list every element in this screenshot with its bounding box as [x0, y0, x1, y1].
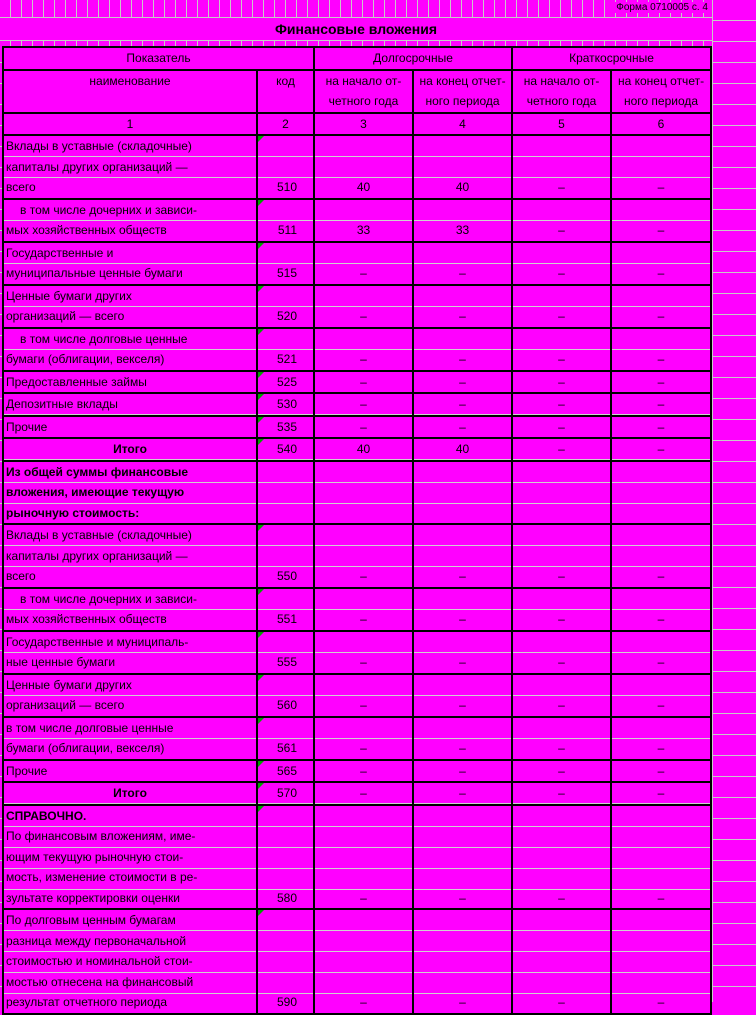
row-name-line: зультате корректировки оценки	[6, 890, 180, 905]
row-name-line: всего	[6, 180, 36, 194]
table-row	[3, 631, 711, 674]
table-row	[3, 371, 711, 394]
value-cell[interactable]: –	[512, 438, 611, 461]
row-name-line: в том числе долговые ценные	[20, 331, 188, 346]
value-cell[interactable]: –	[512, 760, 611, 783]
value-cell[interactable]: –	[611, 717, 711, 760]
value-cell[interactable]: –	[611, 782, 711, 805]
value-cell[interactable]: –	[314, 416, 413, 439]
financial-investments-table	[2, 46, 712, 1015]
value-cell[interactable]: –	[314, 805, 413, 910]
row-code[interactable]	[257, 461, 314, 525]
table-row	[3, 524, 711, 588]
row-name-line: стоимостью и номинальной стои-	[6, 954, 193, 968]
row-code[interactable]: 570	[257, 782, 314, 805]
value-cell[interactable]: –	[512, 631, 611, 674]
value-cell[interactable]: –	[611, 393, 711, 416]
table-row	[3, 674, 711, 717]
table-row	[3, 760, 711, 783]
value-cell[interactable]: –	[512, 199, 611, 242]
row-name-line: Из общей суммы финансовые	[6, 464, 189, 479]
value-cell[interactable]: –	[314, 242, 413, 285]
row-name[interactable]	[3, 588, 257, 631]
value-cell[interactable]: –	[611, 285, 711, 328]
value-cell[interactable]: –	[512, 285, 611, 328]
row-code[interactable]: 560	[257, 674, 314, 717]
value-cell[interactable]: –	[314, 631, 413, 674]
row-code[interactable]: 530	[257, 393, 314, 416]
table-row	[3, 199, 711, 242]
col-number-4: 4	[413, 113, 512, 136]
value-cell[interactable]: –	[314, 674, 413, 717]
row-code[interactable]: 561	[257, 717, 314, 760]
row-name-line: Ценные бумаги других	[6, 677, 132, 692]
row-code[interactable]: 515	[257, 242, 314, 285]
header-st-start-line1: на начало от-	[523, 73, 600, 88]
value-cell[interactable]: –	[413, 588, 512, 631]
value-cell[interactable]: –	[512, 782, 611, 805]
value-cell[interactable]: –	[413, 371, 512, 394]
header-st-start-line2: четного года	[526, 94, 597, 108]
form-number-label: Форма 0710005 с. 4	[616, 2, 708, 13]
row-code[interactable]: 565	[257, 760, 314, 783]
row-name-line: вложения, имеющие текущую	[6, 485, 185, 499]
row-code[interactable]: 555	[257, 631, 314, 674]
row-name-line: капиталы других организаций —	[6, 159, 188, 174]
value-cell[interactable]: –	[413, 805, 512, 910]
value-cell[interactable]: –	[413, 631, 512, 674]
value-cell[interactable]: 40	[314, 135, 413, 199]
value-cell[interactable]: –	[512, 328, 611, 371]
row-name[interactable]	[3, 674, 257, 717]
header-st-start	[512, 70, 611, 113]
table-row	[3, 242, 711, 285]
row-code[interactable]: 580	[257, 805, 314, 910]
header-row-1	[3, 47, 711, 70]
value-cell[interactable]: –	[512, 393, 611, 416]
table-row	[3, 909, 711, 1014]
spreadsheet-margin-strip	[712, 0, 756, 1002]
row-name-line: в том числе дочерних и зависи-	[20, 591, 197, 606]
value-cell[interactable]: –	[314, 524, 413, 588]
row-name-line: Вклады в уставные (складочные)	[6, 528, 192, 542]
col-number-1: 1	[3, 113, 257, 136]
value-cell[interactable]: –	[413, 674, 512, 717]
row-name-line: в том числе дочерних и зависи-	[20, 202, 197, 217]
value-cell[interactable]	[314, 461, 413, 525]
row-name-line: мость, изменение стоимости в ре-	[6, 870, 198, 884]
value-cell[interactable]: –	[413, 909, 512, 1014]
row-name[interactable]	[3, 909, 257, 1014]
row-name-line: Прочие	[6, 419, 48, 434]
value-cell[interactable]: 40	[413, 438, 512, 461]
row-name-line: организаций — всего	[6, 309, 125, 323]
row-name-line: СПРАВОЧНО.	[6, 808, 87, 823]
value-cell[interactable]: –	[512, 674, 611, 717]
value-cell[interactable]: –	[611, 199, 711, 242]
table-row	[3, 416, 711, 439]
header-lt-start-line2: четного года	[328, 94, 399, 108]
row-code[interactable]: 511	[257, 199, 314, 242]
value-cell[interactable]: –	[611, 588, 711, 631]
value-cell[interactable]: –	[413, 717, 512, 760]
value-cell[interactable]: –	[512, 805, 611, 910]
value-cell[interactable]: –	[413, 416, 512, 439]
row-code[interactable]: 540	[257, 438, 314, 461]
header-code: код	[257, 70, 314, 113]
header-divider	[0, 41, 712, 45]
value-cell[interactable]: –	[611, 328, 711, 371]
row-name[interactable]	[3, 371, 257, 394]
row-code[interactable]: 510	[257, 135, 314, 199]
row-name-line: Итого	[113, 442, 147, 456]
header-short-term: Краткосрочные	[512, 47, 711, 70]
row-name[interactable]	[3, 438, 257, 461]
value-cell[interactable]: –	[314, 285, 413, 328]
table-row	[3, 328, 711, 371]
row-name-line: По финансовым вложениям, име-	[6, 829, 196, 843]
value-cell[interactable]: –	[611, 631, 711, 674]
row-name-line: ные ценные бумаги	[6, 655, 116, 669]
value-cell[interactable]: –	[512, 717, 611, 760]
row-name-line: бумаги (облигации, векселя)	[6, 741, 165, 755]
value-cell[interactable]: –	[314, 371, 413, 394]
row-name[interactable]	[3, 328, 257, 371]
value-cell[interactable]: –	[314, 909, 413, 1014]
table-row	[3, 461, 711, 525]
value-cell[interactable]: 40	[413, 135, 512, 199]
row-name[interactable]	[3, 524, 257, 588]
value-cell[interactable]	[611, 461, 711, 525]
table-row	[3, 805, 711, 910]
value-cell[interactable]: –	[611, 524, 711, 588]
value-cell[interactable]: –	[611, 805, 711, 910]
value-cell[interactable]	[512, 461, 611, 525]
row-name-line: Ценные бумаги других	[6, 288, 132, 303]
value-cell[interactable]: –	[611, 371, 711, 394]
table-row	[3, 717, 711, 760]
row-name[interactable]	[3, 760, 257, 783]
row-name-line: По долговым ценным бумагам	[6, 913, 176, 927]
value-cell[interactable]: –	[413, 328, 512, 371]
row-name[interactable]	[3, 242, 257, 285]
table-row	[3, 588, 711, 631]
table-row	[3, 782, 711, 805]
row-name[interactable]	[3, 135, 257, 199]
row-code[interactable]: 550	[257, 524, 314, 588]
row-name-line: мых хозяйственных обществ	[6, 612, 167, 626]
value-cell[interactable]: –	[413, 782, 512, 805]
value-cell[interactable]: –	[611, 674, 711, 717]
row-name-line: муниципальные ценные бумаги	[6, 266, 183, 280]
value-cell[interactable]: 33	[314, 199, 413, 242]
row-name-line: капиталы других организаций —	[6, 548, 188, 563]
header-st-end-line2: ного периода	[623, 94, 699, 108]
value-cell[interactable]: –	[512, 242, 611, 285]
row-name[interactable]	[3, 717, 257, 760]
value-cell[interactable]: –	[314, 393, 413, 416]
value-cell[interactable]: –	[611, 242, 711, 285]
row-name[interactable]	[3, 631, 257, 674]
value-cell[interactable]: –	[413, 242, 512, 285]
value-cell[interactable]: –	[611, 438, 711, 461]
row-name[interactable]	[3, 393, 257, 416]
col-number-3: 3	[314, 113, 413, 136]
row-code[interactable]: 520	[257, 285, 314, 328]
row-name-line: Вклады в уставные (складочные)	[6, 139, 192, 153]
header-lt-start-line1: на начало от-	[325, 73, 402, 88]
col-number-2: 2	[257, 113, 314, 136]
header-lt-start	[314, 70, 413, 113]
table-row	[3, 393, 711, 416]
row-name[interactable]	[3, 285, 257, 328]
row-name[interactable]	[3, 782, 257, 805]
header-long-term: Долгосрочные	[314, 47, 512, 70]
row-name-line: Прочие	[6, 763, 48, 778]
value-cell[interactable]: –	[314, 588, 413, 631]
value-cell[interactable]: –	[512, 371, 611, 394]
table-row	[3, 135, 711, 199]
table-row	[3, 285, 711, 328]
value-cell[interactable]	[413, 461, 512, 525]
value-cell[interactable]: –	[314, 760, 413, 783]
value-cell[interactable]: 33	[413, 199, 512, 242]
value-cell[interactable]: –	[314, 782, 413, 805]
row-code[interactable]: 521	[257, 328, 314, 371]
header-row-2	[3, 70, 711, 113]
col-number-5: 5	[512, 113, 611, 136]
row-name[interactable]	[3, 805, 257, 910]
value-cell[interactable]: –	[512, 588, 611, 631]
row-code[interactable]: 551	[257, 588, 314, 631]
header-lt-end-line2: ного периода	[425, 94, 500, 108]
value-cell[interactable]: –	[512, 416, 611, 439]
row-name[interactable]	[3, 416, 257, 439]
value-cell[interactable]: –	[314, 717, 413, 760]
table-row	[3, 438, 711, 461]
row-code[interactable]: 525	[257, 371, 314, 394]
col-number-6: 6	[611, 113, 711, 136]
row-name-line: мостью отнесена на финансовый	[6, 974, 194, 989]
value-cell[interactable]: –	[611, 135, 711, 199]
row-name-line: в том числе долговые ценные	[6, 720, 174, 735]
header-name: наименование	[3, 70, 257, 113]
header-lt-end	[413, 70, 512, 113]
page-title: Финансовые вложения	[0, 17, 712, 41]
row-name-line: организаций — всего	[6, 698, 125, 712]
value-cell[interactable]: –	[512, 135, 611, 199]
row-name-line: рыночную стоимость:	[6, 505, 140, 520]
header-indicator: Показатель	[3, 47, 314, 70]
row-name-line: всего	[6, 569, 36, 583]
row-name-line: разница между первоначальной	[6, 933, 187, 948]
value-cell[interactable]: –	[611, 909, 711, 1014]
header-lt-end-line1: на конец отчет-	[419, 73, 506, 88]
value-cell[interactable]: –	[413, 524, 512, 588]
header-st-end	[611, 70, 711, 113]
row-name[interactable]	[3, 461, 257, 525]
row-name-line: результат отчетного периода	[6, 995, 168, 1009]
row-code[interactable]: 535	[257, 416, 314, 439]
value-cell[interactable]: –	[611, 760, 711, 783]
value-cell[interactable]: –	[413, 760, 512, 783]
row-name-line: Депозитные вклады	[6, 397, 118, 411]
row-name-line: ющим текущую рыночную стои-	[6, 849, 184, 864]
value-cell[interactable]: –	[314, 328, 413, 371]
value-cell[interactable]: –	[413, 393, 512, 416]
row-code[interactable]: 590	[257, 909, 314, 1014]
row-name-line: Предоставленные займы	[6, 374, 147, 389]
row-name[interactable]	[3, 199, 257, 242]
row-name-line: Государственные и муниципаль-	[6, 634, 189, 649]
value-cell[interactable]: –	[512, 909, 611, 1014]
value-cell[interactable]: –	[413, 285, 512, 328]
column-number-row	[3, 113, 711, 136]
row-name-line: Итого	[113, 786, 147, 800]
row-name-line: мых хозяйственных обществ	[6, 223, 167, 237]
value-cell[interactable]: 40	[314, 438, 413, 461]
row-name-line: Государственные и	[6, 245, 114, 260]
row-name-line: бумаги (облигации, векселя)	[6, 352, 165, 366]
header-st-end-line1: на конец отчет-	[617, 73, 705, 88]
value-cell[interactable]: –	[611, 416, 711, 439]
value-cell[interactable]: –	[512, 524, 611, 588]
